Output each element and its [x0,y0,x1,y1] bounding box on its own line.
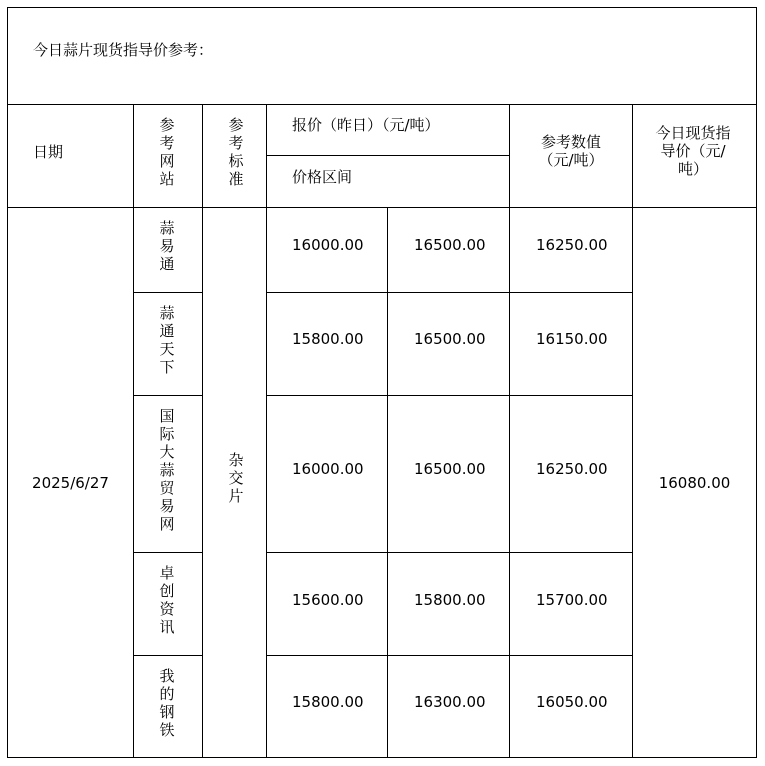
site-name: 蒜通天下 [159,304,175,376]
price-low: 15800.00 [292,693,364,711]
site-name: 卓创资讯 [159,564,175,636]
price-high: 16500.00 [414,460,486,478]
price-low: 15800.00 [292,330,364,348]
header-date: 日期 [33,143,64,161]
header-quote: 报价（昨日）（元/吨） [292,116,440,134]
site-name: 蒜易通 [159,219,175,273]
price-ref: 16250.00 [536,460,608,478]
header-standard: 参考标准 [228,116,244,188]
price-high: 16500.00 [414,236,486,254]
price-low: 15600.00 [292,591,364,609]
header-guide-price: 今日现货指导价（元/吨） [655,124,731,178]
site-name: 国际大蒜贸易网 [159,407,175,533]
price-high: 16300.00 [414,693,486,711]
header-site: 参考网站 [159,116,175,188]
price-high: 15800.00 [414,591,486,609]
price-low: 16000.00 [292,236,364,254]
price-ref: 16050.00 [536,693,608,711]
price-low: 16000.00 [292,460,364,478]
price-ref: 15700.00 [536,591,608,609]
header-ref-value: 参考数值（元/吨） [538,133,604,169]
standard-cell: 杂交片 [228,451,244,505]
price-ref: 16250.00 [536,236,608,254]
guide-price-value: 16080.00 [658,473,731,492]
site-name: 我的钢铁 [159,667,175,739]
header-range: 价格区间 [292,168,353,186]
guide-price-cell [633,208,756,757]
page-title: 今日蒜片现货指导价参考： [33,41,214,59]
date-cell [8,208,133,757]
price-high: 16500.00 [414,330,486,348]
date-value: 2025/6/27 [32,473,109,492]
price-ref: 16150.00 [536,330,608,348]
